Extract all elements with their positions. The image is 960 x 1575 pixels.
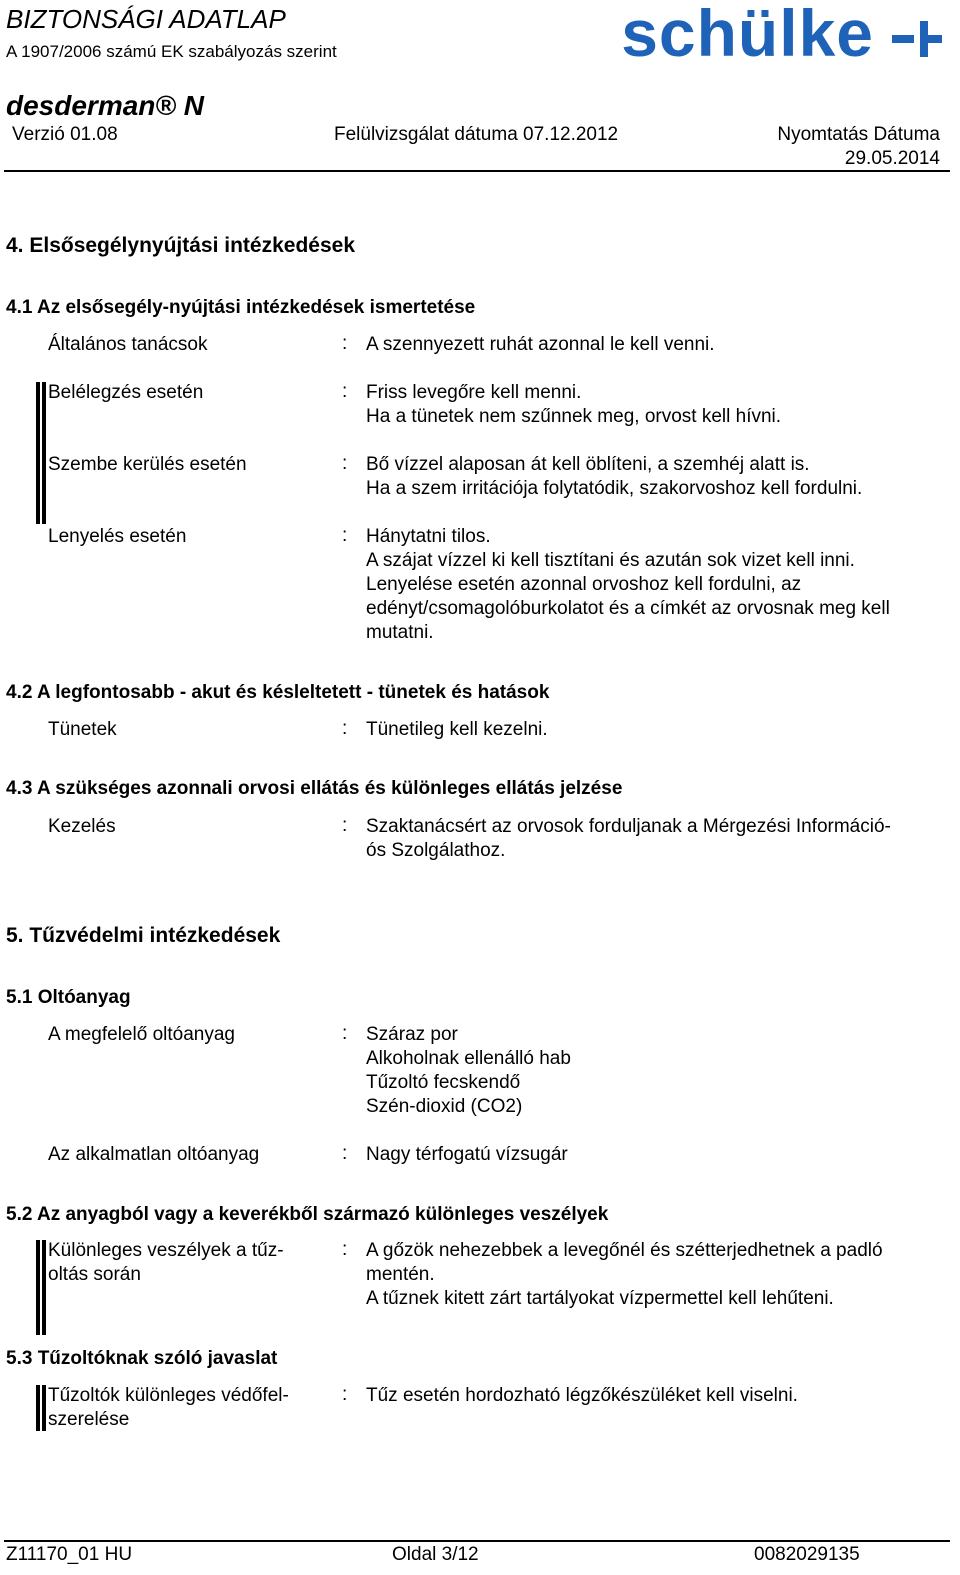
print-date: 29.05.2014 — [844, 148, 940, 169]
value-line: Friss levegőre kell menni. — [366, 382, 582, 403]
section-5-1-title: 5.1 Oltóanyag — [6, 987, 131, 1008]
row-label-special-hazards — [48, 1239, 284, 1287]
change-bar — [36, 1240, 40, 1335]
row-colon: : — [342, 525, 348, 546]
row-label-symptoms: Tünetek — [48, 719, 117, 740]
value-line: A szájat vízzel ki kell tisztítani és azután sok vizet kell inni. — [366, 550, 855, 571]
value-line: mutatni. — [366, 622, 434, 643]
row-colon: : — [342, 718, 348, 739]
value-line: Alkoholnak ellenálló hab — [366, 1048, 571, 1069]
value-line: A tűznek kitett zárt tartályokat vízpermettel kell lehűteni. — [366, 1288, 834, 1309]
value-line: Szaktanácsért az orvosok forduljanak a Mérgezési Információ- — [366, 816, 891, 837]
row-colon: : — [342, 1239, 348, 1260]
value-line: mentén. — [366, 1264, 435, 1285]
row-label-firefighter-equipment — [48, 1384, 289, 1432]
section-5-title: 5. Tűzvédelmi intézkedések — [6, 924, 281, 947]
value-line: Szén-dioxid (CO2) — [366, 1096, 523, 1117]
change-bar — [42, 382, 46, 524]
change-bar — [36, 1385, 40, 1431]
label-line: szerelése — [48, 1409, 130, 1430]
footer-divider — [4, 1540, 950, 1542]
row-label-unsuitable-media: Az alkalmatlan oltóanyag — [48, 1144, 260, 1165]
change-bar — [36, 382, 40, 524]
change-bar — [42, 1385, 46, 1431]
row-value-general — [366, 333, 715, 357]
value-line: Ha a tünetek nem szűnnek meg, orvost kell hívni. — [366, 406, 782, 427]
row-label-general: Általános tanácsok — [48, 334, 208, 355]
section-4-title: 4. Elsősegélynyújtási intézkedések — [6, 234, 356, 257]
print-date-label: Nyomtatás Dátuma — [777, 124, 940, 145]
row-label-treatment: Kezelés — [48, 816, 116, 837]
row-colon: : — [342, 1023, 348, 1044]
row-value-unsuitable-media — [366, 1143, 568, 1167]
row-label-eye-contact: Szembe kerülés esetén — [48, 454, 247, 475]
value-line: Tünetileg kell kezelni. — [366, 719, 548, 740]
section-4-3-title: 4.3 A szükséges azonnali orvosi ellátás és különleges ellátás jelzése — [6, 778, 623, 799]
value-line: Bő vízzel alaposan át kell öblíteni, a szemhéj alatt is. — [366, 454, 810, 475]
value-line: Hánytatni tilos. — [366, 526, 491, 547]
section-4-2-title: 4.2 A legfontosabb - akut és késleltetett - tünetek és hatások — [6, 682, 550, 703]
row-colon: : — [342, 381, 348, 402]
label-line: oltás során — [48, 1264, 141, 1285]
value-line: A szennyezett ruhát azonnal le kell venni. — [366, 334, 715, 355]
row-value-symptoms — [366, 718, 548, 742]
value-line: Tűz esetén hordozható légzőkészüléket kell viselni. — [366, 1385, 798, 1406]
row-value-treatment — [366, 815, 891, 863]
value-line: edényt/csomagolóburkolatot és a címkét az orvosnak meg kell — [366, 598, 890, 619]
value-line: Nagy térfogatú vízsugár — [366, 1144, 568, 1165]
row-colon: : — [342, 1143, 348, 1164]
row-colon: : — [342, 1384, 348, 1405]
row-value-eye-contact — [366, 453, 862, 501]
regulation-subtitle: A 1907/2006 számú EK szabályozás szerint — [6, 42, 337, 61]
row-value-ingestion — [366, 525, 890, 645]
section-5-3-title: 5.3 Tűzoltóknak szóló javaslat — [6, 1348, 278, 1369]
section-5-2-title: 5.2 Az anyagból vagy a keverékből származó különleges veszélyek — [6, 1204, 609, 1225]
footer-document-number: 0082029135 — [754, 1544, 860, 1565]
revision-date: Felülvizsgálat dátuma 07.12.2012 — [334, 124, 619, 145]
logo-mark-icon — [892, 17, 942, 61]
row-value-special-hazards — [366, 1239, 883, 1311]
row-colon: : — [342, 453, 348, 474]
header-divider — [4, 170, 950, 172]
row-colon: : — [342, 333, 348, 354]
footer-page-number: Oldal 3/12 — [392, 1544, 479, 1565]
value-line: Száraz por — [366, 1024, 458, 1045]
value-line: ós Szolgálathoz. — [366, 840, 506, 861]
value-line: Lenyelése esetén azonnal orvoshoz kell fordulni, az — [366, 574, 802, 595]
row-label-suitable-media: A megfelelő oltóanyag — [48, 1024, 235, 1045]
row-colon: : — [342, 815, 348, 836]
row-value-suitable-media — [366, 1023, 571, 1119]
version-info: Verzió 01.08 — [12, 124, 118, 145]
section-4-1-title: 4.1 Az elsősegély-nyújtási intézkedések ismertetése — [6, 297, 476, 318]
product-name: desderman® N — [6, 90, 205, 121]
change-bar — [42, 1240, 46, 1335]
value-line: A gőzök nehezebbek a levegőnél és szétterjedhetnek a padló — [366, 1240, 883, 1261]
row-label-inhalation: Belélegzés esetén — [48, 382, 204, 403]
footer-code: Z11170_01 HU — [6, 1544, 133, 1565]
label-line: Különleges veszélyek a tűz- — [48, 1240, 284, 1261]
value-line: Ha a szem irritációja folytatódik, szakorvoshoz kell fordulni. — [366, 478, 863, 499]
value-line: Tűzoltó fecskendő — [366, 1072, 521, 1093]
document-title: BIZTONSÁGI ADATLAP — [6, 4, 286, 34]
row-value-firefighter-equipment — [366, 1384, 798, 1408]
row-label-ingestion: Lenyelés esetén — [48, 526, 187, 547]
label-line: Tűzoltók különleges védőfel- — [48, 1385, 289, 1406]
logo-text: schülke — [621, 0, 874, 70]
brand-logo — [621, 0, 942, 70]
row-value-inhalation — [366, 381, 781, 429]
